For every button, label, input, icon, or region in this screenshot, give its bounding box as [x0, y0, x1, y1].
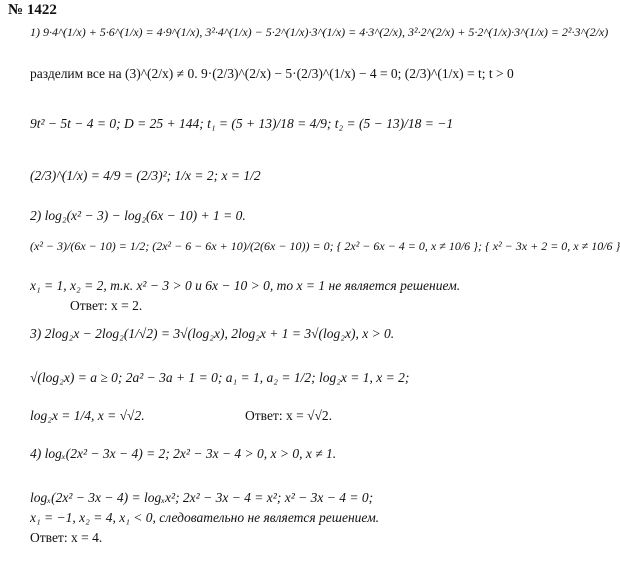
line-9: 3) 2log₂x − 2log₂(1/√2) = 3√(log₂x), 2log₂x + 1 = 3√(log₂x), x > 0.	[30, 326, 395, 341]
line-11: log₂x = 1/4, x = √√2.	[30, 408, 145, 423]
answer-4: Ответ: x = 4.	[30, 530, 103, 545]
line-5: 2) log₂(x² − 3) − log₂(6x − 10) + 1 = 0.	[30, 208, 246, 223]
line-14: logₓ(2x² − 3x − 4) = logₓx²; 2x² − 3x − 4 = x²; x² − 3x − 4 = 0;	[30, 490, 374, 505]
line-3: 9t² − 5t − 4 = 0; D = 25 + 144; t₁ = (5 + 13)/18 = 4/9; t₂ = (5 − 13)/18 = −1	[30, 116, 454, 131]
line-13: 4) logₓ(2x² − 3x − 4) = 2; 2x² − 3x − 4 > 0, x > 0, x ≠ 1.	[30, 446, 337, 461]
line-10: √(log₂x) = a ≥ 0; 2a² − 3a + 1 = 0; a₁ = 1, a₂ = 1/2; log₂x = 1, x = 2;	[30, 370, 410, 385]
line-1: 1) 9·4^(1/x) + 5·6^(1/x) = 4·9^(1/x), 3²·4^(1/x) − 5·2^(1/x)·3^(1/x) = 4·3^(2/x), 3²·2^(2/x) + 5·2^(1/x)·3^(1/x) = 2²·3^(2/x)	[30, 25, 609, 39]
problem-number: № 1422	[8, 2, 57, 18]
line-6: (x² − 3)/(6x − 10) = 1/2; (2x² − 6 − 6x + 10)/(2(6x − 10)) = 0; { 2x² − 6x − 4 = 0, x ≠ 10/6 }; { x² − 3x + 2 = 0, x ≠ 10/6 }	[30, 239, 620, 253]
answer-2: Ответ: x = 2.	[70, 298, 143, 313]
answer-3: Ответ: x = √√2.	[245, 408, 333, 423]
line-15: x₁ = −1, x₂ = 4, x₁ < 0, следовательно не является решением.	[30, 510, 380, 525]
line-7: x₁ = 1, x₂ = 2, т.к. x² − 3 > 0 и 6x − 10 > 0, то x = 1 не является решением.	[30, 278, 461, 293]
line-4: (2/3)^(1/x) = 4/9 = (2/3)²; 1/x = 2; x = 1/2	[30, 168, 261, 183]
line-2: разделим все на (3)^(2/x) ≠ 0. 9·(2/3)^(2/x) − 5·(2/3)^(1/x) − 4 = 0; (2/3)^(1/x) = t; t > 0	[30, 66, 514, 81]
